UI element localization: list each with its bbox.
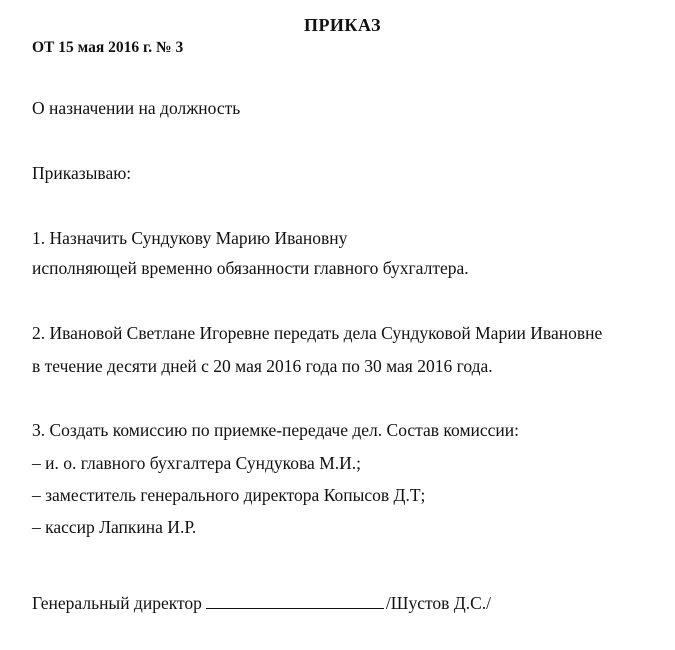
item-3-line-1: 3. Создать комиссию по приемке-передаче дел. Состав комиссии: bbox=[32, 420, 520, 440]
item-1-line-2: исполняющей временно обязанности главного бухгалтера. bbox=[32, 258, 469, 278]
order-intro: Приказываю: bbox=[32, 163, 132, 183]
signature-block bbox=[32, 592, 491, 613]
item-2-line-1: 2. Ивановой Светлане Игоревне передать дела Сундуковой Марии Ивановне bbox=[32, 323, 603, 343]
order-subject: О назначении на должность bbox=[32, 98, 241, 118]
commission-member-1: – и. о. главного бухгалтера Сундукова М.И.; bbox=[32, 453, 362, 473]
commission-member-3: – кассир Лапкина И.Р. bbox=[32, 517, 197, 537]
signature-name: /Шустов Д.С./ bbox=[385, 593, 491, 613]
item-1-line-1: 1. Назначить Сундукову Марию Ивановну bbox=[32, 228, 348, 248]
document-title: ПРИКАЗ bbox=[303, 15, 382, 35]
order-number-line: ОТ 15 мая 2016 г. № 3 bbox=[32, 39, 184, 56]
commission-member-2: – заместитель генерального директора Копысов Д.Т; bbox=[32, 485, 426, 505]
signature-position: Генеральный директор bbox=[32, 593, 202, 613]
item-2-line-2: в течение десяти дней с 20 мая 2016 года по 30 мая 2016 года. bbox=[32, 356, 493, 376]
signature-line bbox=[206, 592, 384, 609]
